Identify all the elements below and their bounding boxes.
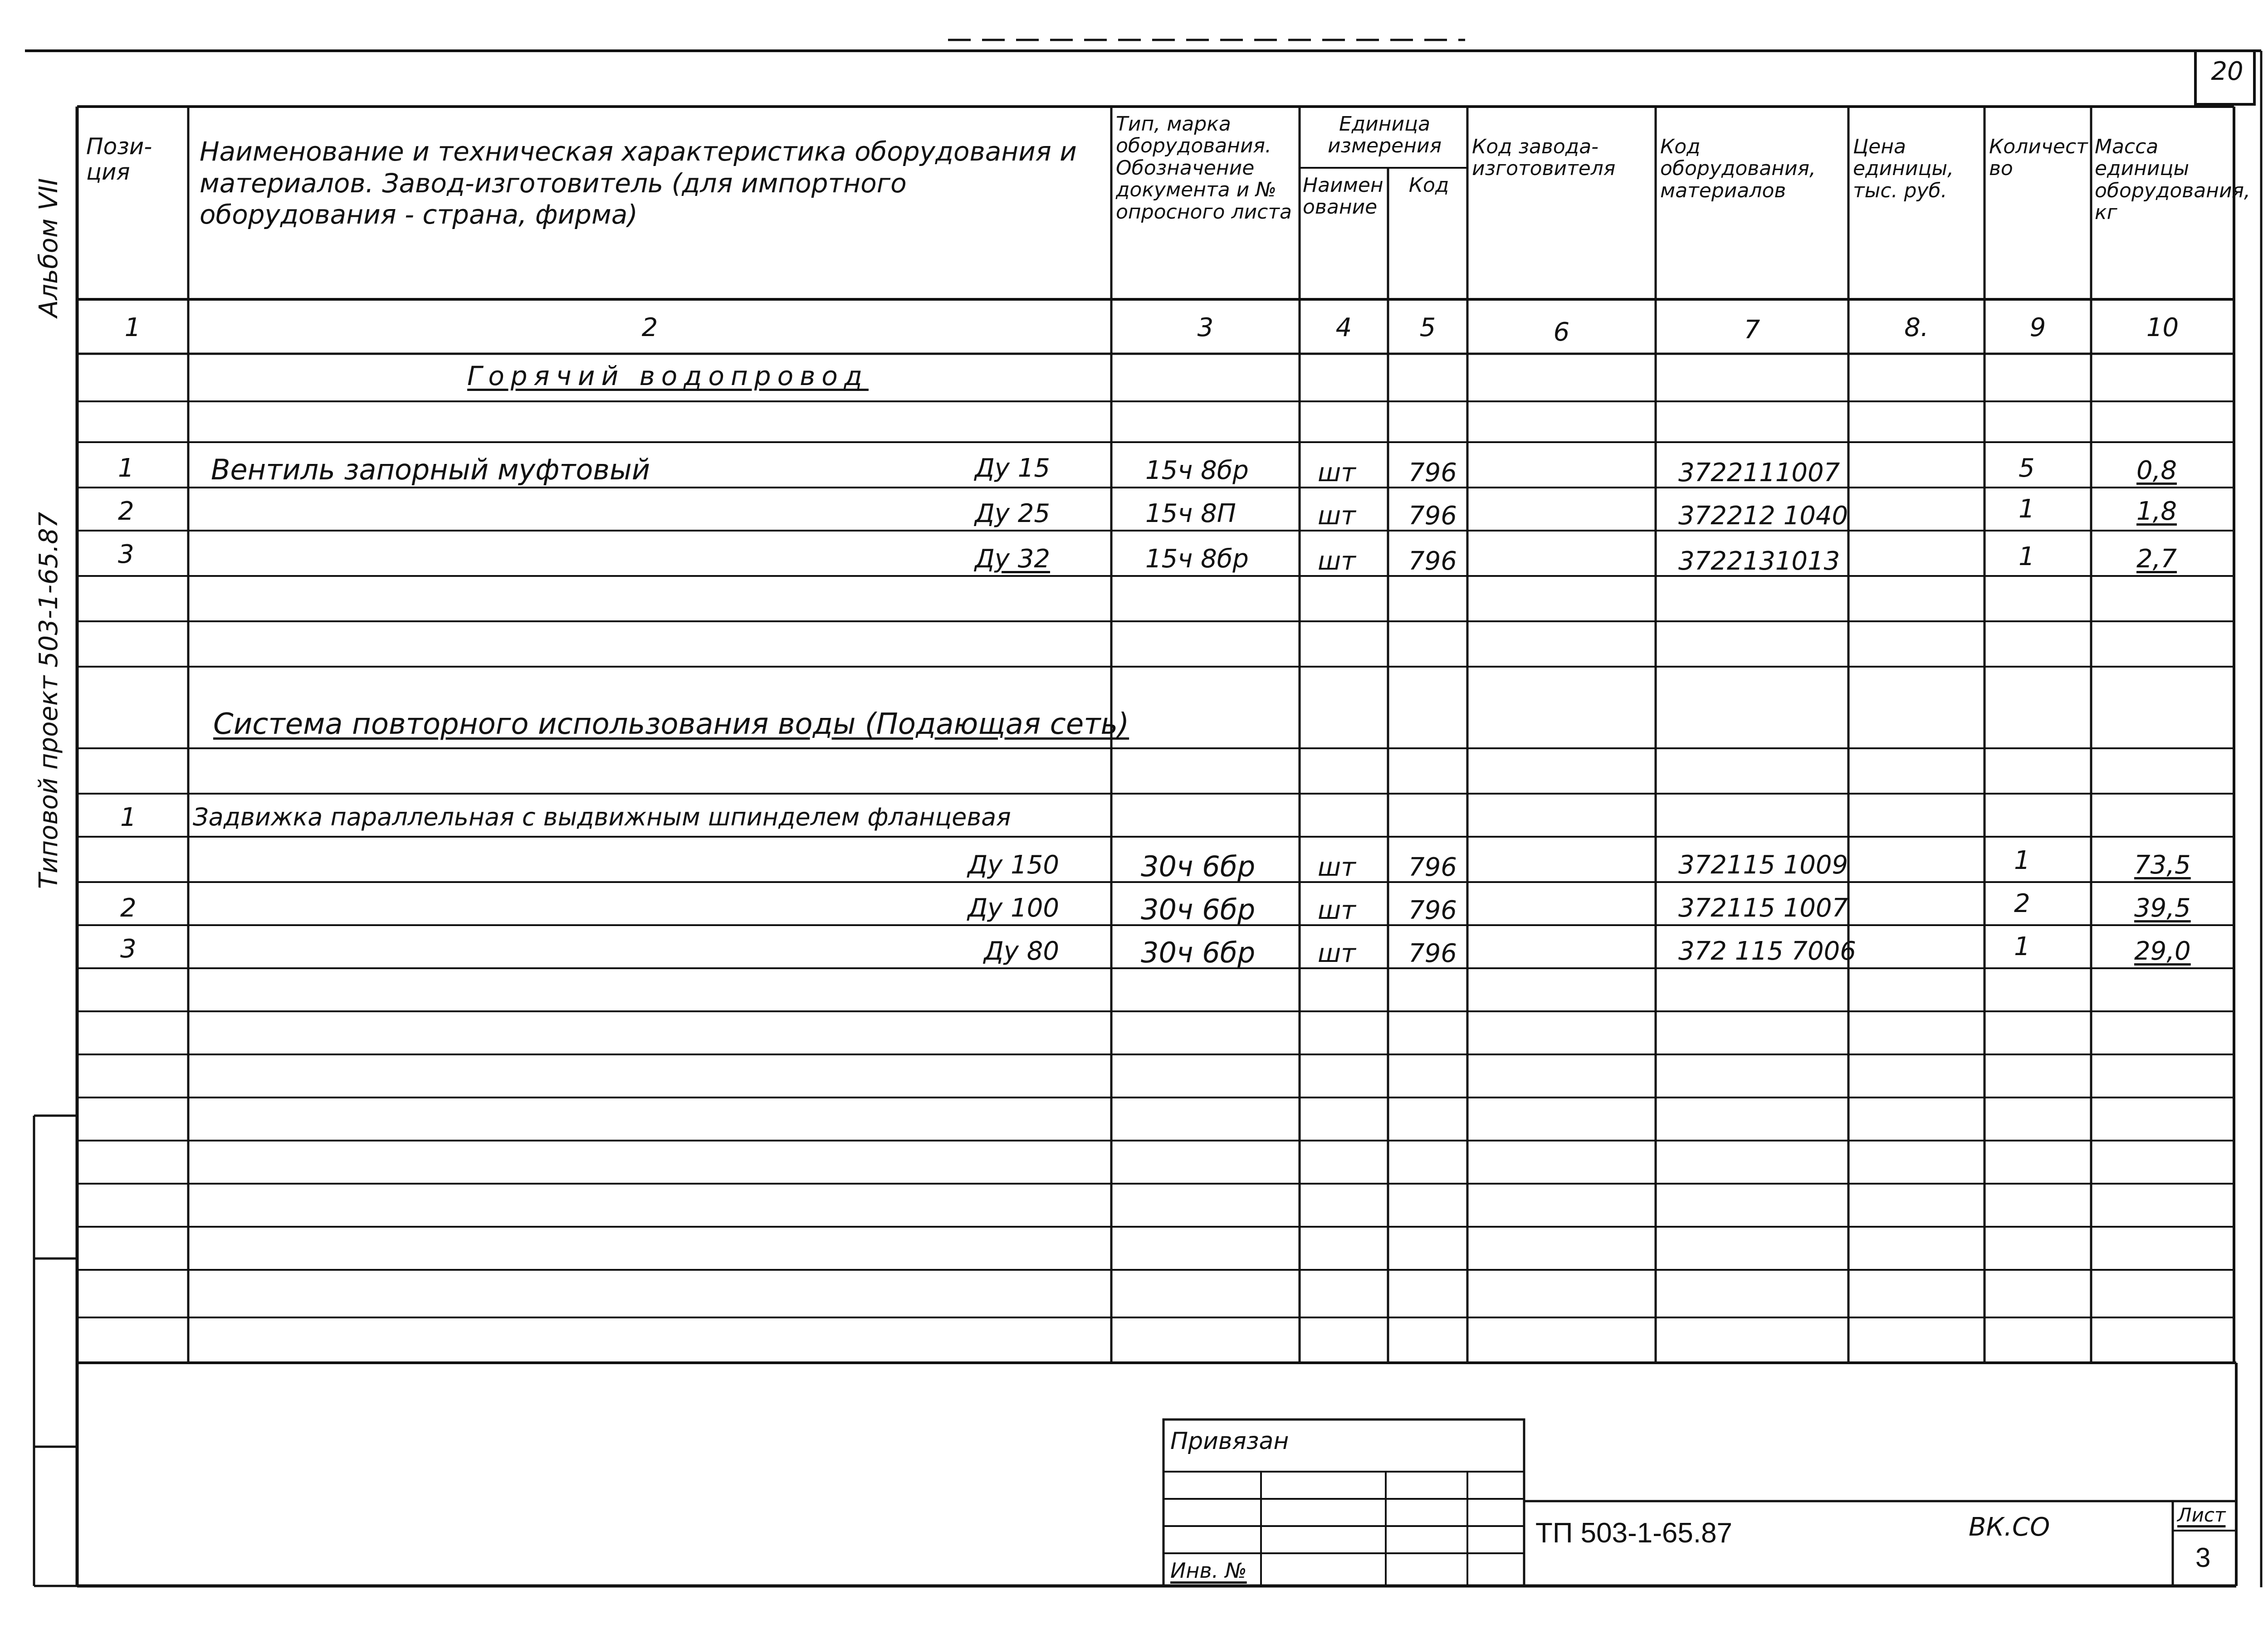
col-num-7: 7	[1744, 315, 1760, 345]
table-row-2-unit: шт	[1318, 501, 1356, 531]
table-row-5-unit: шт	[1318, 853, 1356, 882]
document-code: ТП 503-1-65.87	[1535, 1517, 1733, 1549]
table-row-2-mass: 1,8	[2136, 497, 2177, 526]
table-row-6-equip: 372115 1007	[1678, 893, 1848, 923]
col-num-9: 9	[2029, 313, 2046, 342]
table-row-1-type: 15ч 8бр	[1145, 456, 1249, 485]
table-row-2-size: Ду 25	[975, 499, 1050, 528]
table-row-1-qty: 5	[2019, 454, 2035, 483]
table-row-5-size: Ду 150	[968, 850, 1059, 880]
table-row-1-equip: 3722111007	[1678, 458, 1840, 488]
col-num-2: 2	[641, 313, 658, 342]
table-row-2-equip: 372212 1040	[1678, 501, 1848, 531]
section-hot-water: Горячий водопровод	[467, 361, 869, 391]
header-equip-code: Код оборудования, материалов	[1660, 135, 1816, 202]
table-row-3-qty: 1	[2019, 542, 2035, 571]
table-row-7-code: 796	[1408, 939, 1457, 968]
table-row-1-mass: 0,8	[2136, 456, 2177, 485]
col-num-6: 6	[1553, 317, 1570, 347]
col-num-10: 10	[2146, 313, 2179, 342]
col-num-8: 8.	[1904, 313, 1929, 342]
table-row-7-equip: 372 115 7006	[1678, 937, 1856, 966]
table-row-6-type: 30ч 6бр	[1141, 893, 1256, 926]
table-row-2-pos: 2	[118, 497, 134, 526]
table-row-1-unit: шт	[1318, 458, 1356, 488]
table-row-5-equip: 372115 1009	[1678, 850, 1848, 880]
table-row-3-mass: 2,7	[2136, 544, 2177, 574]
table-row-7-pos: 3	[120, 934, 137, 964]
table-row-3-equip: 3722131013	[1678, 546, 1840, 576]
table-row-2-qty: 1	[2019, 494, 2035, 524]
table-row-3-code: 796	[1408, 546, 1457, 576]
table-row-4-pos: 1	[120, 803, 137, 832]
table-row-1-pos: 1	[118, 454, 134, 483]
section-reuse-water: Система повторного использования воды (Подающая сеть)	[213, 707, 1129, 741]
table-row-7-unit: шт	[1318, 939, 1356, 968]
inventory-label: Инв. №	[1170, 1558, 1247, 1583]
table-row-7-size: Ду 80	[984, 937, 1059, 966]
table-row-6-mass: 39,5	[2134, 893, 2191, 923]
table-row-6-pos: 2	[120, 893, 137, 923]
table-row-7-mass: 29,0	[2134, 937, 2191, 966]
header-unit-code: Код	[1408, 174, 1449, 197]
table-row-7-qty: 1	[2014, 932, 2030, 961]
table-row-1-name: Вентиль запорный муфтовый	[211, 453, 650, 486]
table-row-7-type: 30ч 6бр	[1141, 936, 1256, 969]
header-unit-name: Наименование	[1303, 174, 1383, 219]
attached-label: Привязан	[1170, 1428, 1289, 1455]
table-row-3-size: Ду 32	[975, 544, 1050, 574]
table-row-2-code: 796	[1408, 501, 1457, 531]
document-mark: ВК.СО	[1969, 1512, 2050, 1542]
header-mass: Масса единицы оборудования, кг	[2095, 135, 2250, 224]
table-row-5-mass: 73,5	[2134, 850, 2191, 880]
header-quantity: Количество	[1989, 135, 2088, 180]
table-row-3-unit: шт	[1318, 546, 1356, 576]
header-type: Тип, марка оборудования. Обозначение документа и № опросного листа	[1116, 112, 1292, 224]
side-project-label: Типовой проект 503-1-65.87	[34, 512, 64, 889]
table-row-1-code: 796	[1408, 458, 1457, 488]
header-name: Наименование и техническая характеристика оборудования и материалов. Завод-изготовитель (для импортного оборудования - страна, фирма)	[200, 136, 1077, 230]
table-row-5-type: 30ч 6бр	[1141, 850, 1256, 883]
side-album-label: Альбом VII	[34, 178, 64, 317]
header-unit: Единица измерения	[1327, 112, 1442, 158]
table-row-3-pos: 3	[118, 540, 134, 569]
table-row-6-qty: 2	[2014, 889, 2030, 918]
table-row-1-size: Ду 15	[975, 454, 1050, 483]
table-row-5-code: 796	[1408, 853, 1457, 882]
header-position: Пози-ция	[86, 133, 152, 185]
sheet-label: Лист	[2177, 1504, 2226, 1526]
col-num-1: 1	[124, 313, 141, 342]
table-row-6-size: Ду 100	[968, 893, 1059, 923]
col-num-5: 5	[1419, 313, 1436, 342]
page-number: 20	[2211, 57, 2244, 86]
col-num-3: 3	[1197, 313, 1214, 342]
table-row-6-unit: шт	[1318, 896, 1356, 925]
table-row-3-type: 15ч 8бр	[1145, 544, 1249, 574]
table-row-6-code: 796	[1408, 896, 1457, 925]
table-row-4-name: Задвижка параллельная с выдвижным шпинделем фланцевая	[193, 803, 1011, 831]
header-price: Цена единицы, тыс. руб.	[1853, 135, 1954, 202]
table-row-2-type: 15ч 8П	[1145, 499, 1236, 528]
table-row-5-qty: 1	[2014, 846, 2030, 875]
header-plant-code: Код завода-изготовителя	[1472, 135, 1616, 180]
col-num-4: 4	[1335, 313, 1352, 342]
sheet-number: 3	[2195, 1542, 2211, 1573]
